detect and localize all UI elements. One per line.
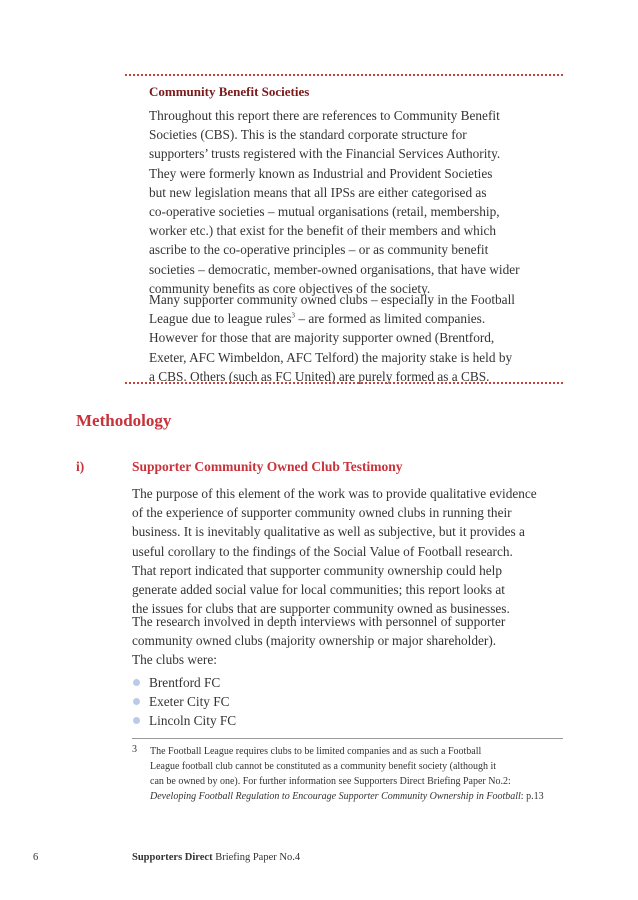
list-item: Exeter City FC [132, 692, 236, 711]
list-item: Brentford FC [132, 673, 236, 692]
box-paragraph-2: Many supporter community owned clubs – especially in the Football League due to league rules$^3$ – are formed as limited companies. However for those that are majority supporter owned (Brentford, Exeter, AFC Wimbeldon, AFC Telford) the majority stake is held by a CBS. Others (such as FC United) are purely formed as a CBS. [149, 292, 515, 384]
footnote-divider [132, 738, 563, 739]
bullet-icon [133, 698, 140, 705]
box-bottom-divider [125, 382, 563, 384]
bullet-icon [133, 679, 140, 686]
page-number: 6 [33, 852, 39, 863]
section-title: Methodology [76, 411, 172, 430]
club-list [132, 673, 236, 731]
box-heading: Community Benefit Societies [149, 84, 310, 99]
list-item: Lincoln City FC [132, 711, 236, 730]
subsection-number: i) [76, 459, 85, 474]
footnote-text: The Football League requires clubs to be limited companies and as such a Football League football club cannot be constituted as a community benefit society (although it can be owned by one). For further information see Supporters Direct Briefing Paper No.2: Developing Football Regulation to Encourage Supporter Community Ownership in Football: p.13 [150, 746, 544, 802]
footnote-citation-title: Developing Football Regulation to Encourage Supporter Community Ownership in Football [150, 791, 521, 802]
subsection-title: Supporter Community Owned Club Testimony [132, 459, 403, 474]
section-paragraph-2: The research involved in depth interviews with personnel of supporter community owned clubs (majority ownership or major shareholder). The clubs were: [132, 614, 506, 668]
section-paragraph-1: The purpose of this element of the work was to provide qualitative evidence of the experience of supporter community owned clubs in running their business. It is inevitably qualitative as well as subjective, but it provides a useful corollary to the findings of the Social Value of Football research. That report indicated that supporter community ownership could help generate added social value for local communities; this report looks at the issues for clubs that are supporter community owned as businesses. [132, 486, 537, 617]
bullet-icon [133, 717, 140, 724]
footer-publication: Supporters Direct Briefing Paper No.4 [132, 852, 301, 863]
footnote-number: 3 [132, 744, 137, 755]
box-top-divider [125, 74, 563, 76]
footnote-ref: 3 [291, 311, 296, 320]
box-paragraph-1: Throughout this report there are references to Community Benefit Societies (CBS). This is the standard corporate structure for supporters’ trusts registered with the Financial Services Authority. They were formerly known as Industrial and Provident Societies but new legislation means that all IPSs are either categorised as co-operative societies – mutual organisations (retail, membership, worker etc.) that exist for the benefit of their members and which ascribe to the co-operative principles – or as community benefit societies – democratic, member-owned organisations, that have wider community benefits as core objectives of the society. [149, 108, 520, 296]
